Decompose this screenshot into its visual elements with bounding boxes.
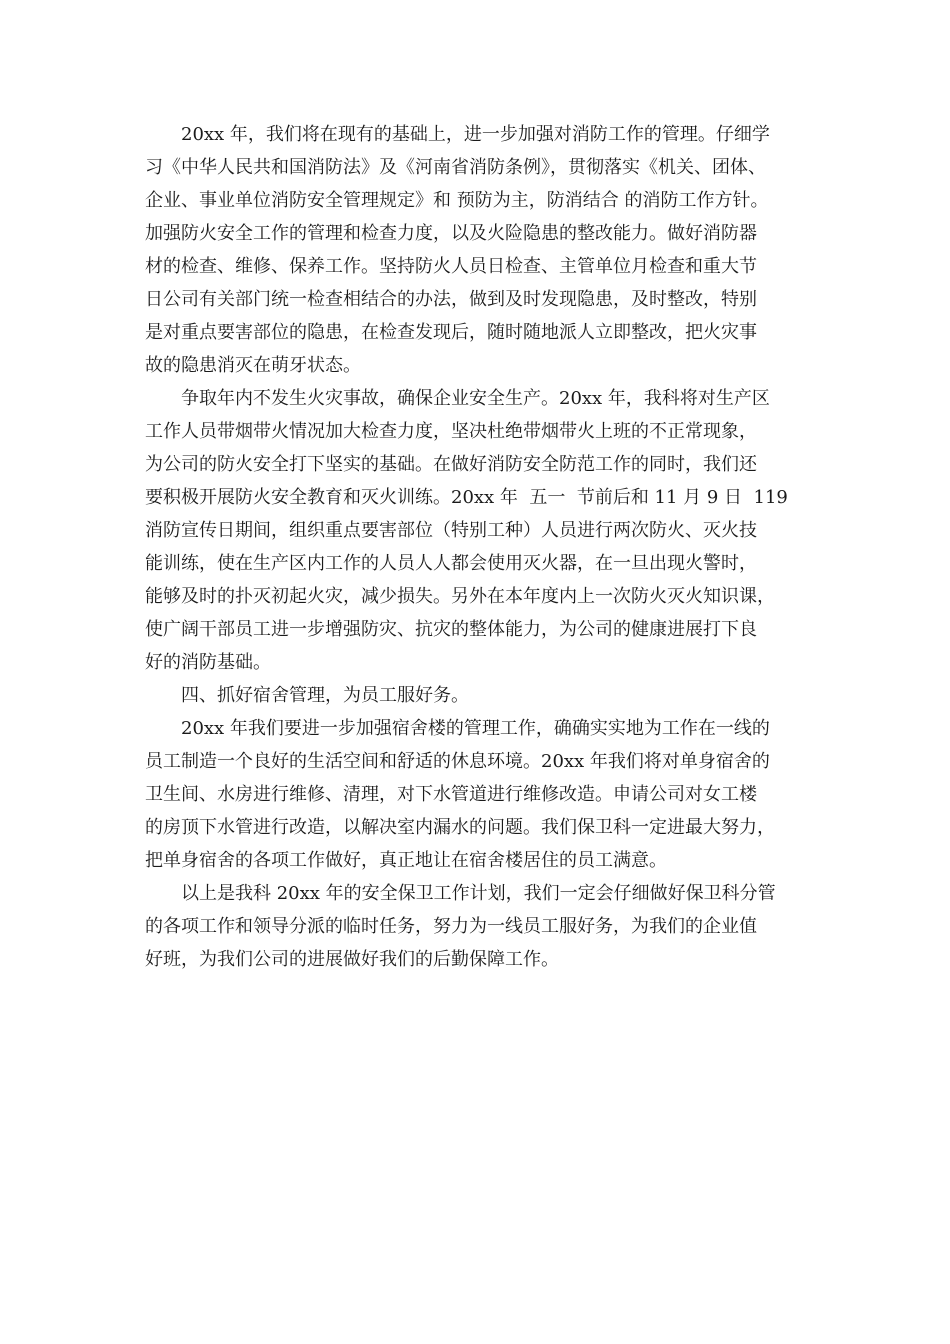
paragraph-line: 20xx 年，我们将在现有的基础上，进一步加强对消防工作的管理。仔细学: [181, 124, 770, 145]
paragraph-line: 加强防火安全工作的管理和检查力度，以及火险隐患的整改能力。做好消防器: [145, 223, 757, 244]
paragraph-line: 20xx 年我们要进一步加强宿舍楼的管理工作，确确实实地为工作在一线的: [181, 718, 770, 739]
paragraph-line: 是对重点要害部位的隐患，在检查发现后，随时随地派人立即整改，把火灾事: [145, 322, 757, 343]
paragraph-line: 企业、事业单位消防安全管理规定》和 预防为主，防消结合 的消防工作方针。: [145, 190, 769, 211]
paragraph-line: 争取年内不发生火灾事故，确保企业安全生产。20xx 年，我科将对生产区: [181, 388, 770, 409]
closing-paragraph: [145, 877, 810, 976]
paragraph-line: 好的消防基础。: [145, 652, 271, 673]
section-heading: 四、抓好宿舍管理，为员工服好务。: [181, 685, 469, 706]
paragraph-line: 习《中华人民共和国消防法》及《河南省消防条例》，贯彻落实《机关、团体、: [145, 157, 766, 178]
fire-training-paragraph: [145, 382, 810, 679]
paragraph-line: 的房顶下水管进行改造，以解决室内漏水的问题。我们保卫科一定进最大努力，: [145, 817, 775, 838]
paragraph-line: 工作人员带烟带火情况加大检查力度，坚决杜绝带烟带火上班的不正常现象，: [145, 421, 757, 442]
paragraph-line: 好班，为我们公司的进展做好我们的后勤保障工作。: [145, 949, 559, 970]
paragraph-line: 能训练，使在生产区内工作的人员人人都会使用灭火器，在一旦出现火警时，: [145, 553, 757, 574]
paragraph-line: 能够及时的扑灭初起火灾，减少损失。另外在本年度内上一次防火灭火知识课，: [145, 586, 775, 607]
paragraph-line: 把单身宿舍的各项工作做好，真正地让在宿舍楼居住的员工满意。: [145, 850, 667, 871]
paragraph-line: 日公司有关部门统一检查相结合的办法，做到及时发现隐患，及时整改，特别: [145, 289, 757, 310]
document-page: [145, 118, 810, 976]
paragraph-line: 为公司的防火安全打下坚实的基础。在做好消防安全防范工作的同时，我们还: [145, 454, 757, 475]
paragraph-line: 故的隐患消灭在萌牙状态。: [145, 355, 361, 376]
paragraph-line: 使广阔干部员工进一步增强防灾、抗灾的整体能力，为公司的健康进展打下良: [145, 619, 757, 640]
paragraph-line: 的各项工作和领导分派的临时任务，努力为一线员工服好务，为我们的企业值: [145, 916, 757, 937]
dormitory-management-paragraph: [145, 712, 810, 877]
paragraph-line: 要积极开展防火安全教育和灭火训练。20xx 年 五一 节前后和 11 月 9 日 119: [145, 487, 788, 508]
paragraph-line: 员工制造一个良好的生活空间和舒适的休息环境。20xx 年我们将对单身宿舍的: [145, 751, 770, 772]
paragraph-line: 消防宣传日期间，组织重点要害部位（特别工种）人员进行两次防火、灭火技: [145, 520, 757, 541]
fire-safety-plan-paragraph: [145, 118, 810, 382]
paragraph-line: 以上是我科 20xx 年的安全保卫工作计划，我们一定会仔细做好保卫科分管: [181, 883, 776, 904]
section-heading-dormitory: [145, 679, 810, 712]
paragraph-line: 卫生间、水房进行维修、清理，对下水管道进行维修改造。申请公司对女工楼: [145, 784, 757, 805]
paragraph-line: 材的检查、维修、保养工作。坚持防火人员日检查、主管单位月检查和重大节: [145, 256, 757, 277]
